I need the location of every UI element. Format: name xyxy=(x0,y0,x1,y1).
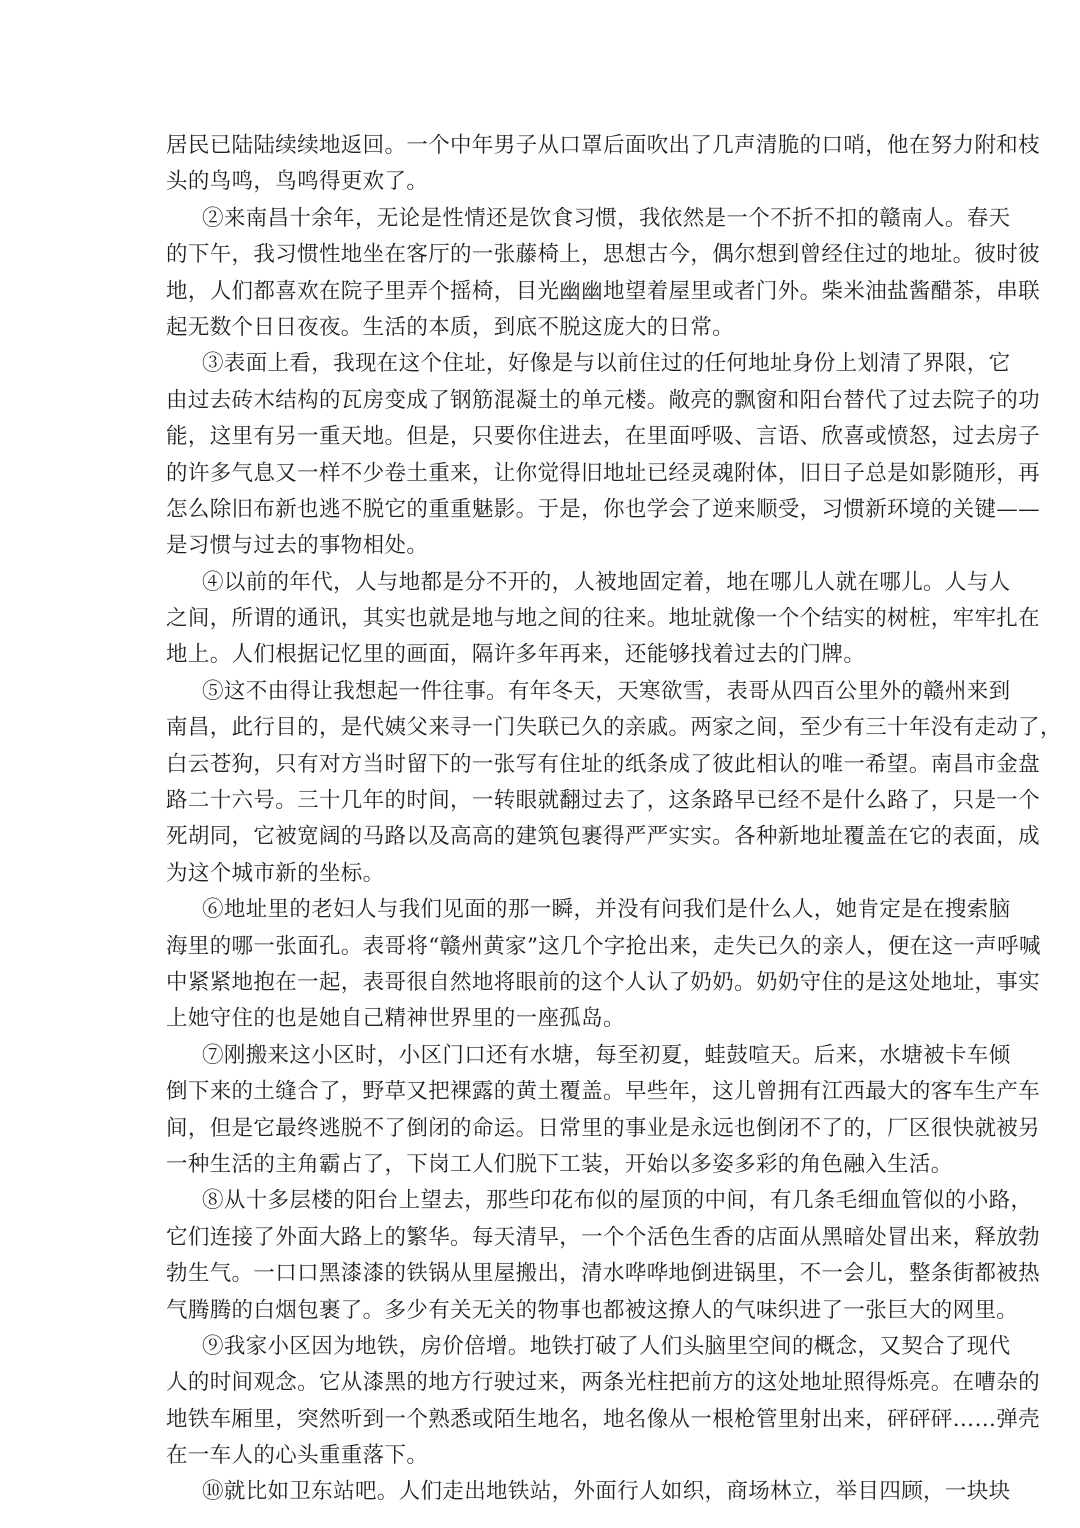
paragraph-line: 头的鸟鸣，鸟鸣得更欢了。 xyxy=(166,169,429,195)
paragraph-line: 为这个城市新的坐标。 xyxy=(166,860,385,886)
paragraph-line: 怎么除旧布新也逃不脱它的重重魅影。于是，你也学会了逆来顺受，习惯新环境的关键—— xyxy=(166,496,1041,522)
paragraph-line: 能，这里有另一重天地。但是，只要你住进去，在里面呼吸、言语、欣喜或愤怒，过去房子 xyxy=(166,424,1041,450)
paragraph-line: 它们连接了外面大路上的繁华。每天清早，一个个活色生香的店面从黑暗处冒出来，释放勃 xyxy=(166,1224,1041,1250)
paragraph-line: 一种生活的主角霸占了，下岗工人们脱下工装，开始以多姿多彩的角色融入生活。 xyxy=(166,1151,953,1177)
article-text xyxy=(166,128,1062,1511)
paragraph-line: 是习惯与过去的事物相处。 xyxy=(166,533,429,559)
paragraph-first-line: ⑧从十多层楼的阳台上望去，那些印花布似的屋顶的中间，有几条毛细血管似的小路， xyxy=(202,1188,1033,1214)
paragraph-line: 倒下来的土缝合了，野草又把裸露的黄土覆盖。早些年，这儿曾拥有江西最大的客车生产车 xyxy=(166,1079,1041,1105)
paragraph-line: 海里的哪一张面孔。表哥将“赣州黄家”这几个字抢出来，走失已久的亲人，便在这一声呼喊 xyxy=(166,933,1041,959)
paragraph-first-line: ⑨我家小区因为地铁，房价倍增。地铁打破了人们头脑里空间的概念，又契合了现代 xyxy=(202,1333,1011,1359)
paragraph-first-line: ③表面上看，我现在这个住址，好像是与以前住过的任何地址身份上划清了界限，它 xyxy=(202,351,1011,377)
paragraph-line: 死胡同，它被宽阔的马路以及高高的建筑包裹得严严实实。各种新地址覆盖在它的表面，成 xyxy=(166,824,1041,850)
paragraph-line: 的下午，我习惯性地坐在客厅的一张藤椅上，思想古今，偶尔想到曾经住过的地址。彼时彼 xyxy=(166,242,1041,268)
paragraph-first-line: ⑥地址里的老妇人与我们见面的那一瞬，并没有问我们是什么人，她肯定是在搜索脑 xyxy=(202,897,1011,923)
paragraph-line: 之间，所谓的通讯，其实也就是地与地之间的往来。地址就像一个个结实的树桩，牢牢扎在 xyxy=(166,606,1041,632)
paragraph-line: 由过去砖木结构的瓦房变成了钢筋混凝土的单元楼。敞亮的飘窗和阳台替代了过去院子的功 xyxy=(166,387,1041,413)
paragraph-first-line: ⑩就比如卫东站吧。人们走出地铁站，外面行人如织，商场林立，举目四顾，一块块 xyxy=(202,1479,1011,1505)
paragraph-line: 南昌，此行目的，是代姨父来寻一门失联已久的亲戚。两家之间，至少有三十年没有走动了， xyxy=(166,715,1062,741)
paragraph-line: 路二十六号。三十几年的时间，一转眼就翻过去了，这条路早已经不是什么路了，只是一个 xyxy=(166,788,1041,814)
paragraph-first-line: ⑤这不由得让我想起一件往事。有年冬天，天寒欲雪，表哥从四百公里外的赣州来到 xyxy=(202,678,1011,704)
paragraph-line: 勃生气。一口口黑漆漆的铁锅从里屋搬出，清水哗哗地倒进锅里，不一会儿，整条街都被热 xyxy=(166,1261,1041,1287)
paragraph-first-line: ⑦刚搬来这小区时，小区门口还有水塘，每至初夏，蛙鼓喧天。后来，水塘被卡车倾 xyxy=(202,1042,1011,1068)
paragraph-line: 地，人们都喜欢在院子里弄个摇椅，目光幽幽地望着屋里或者门外。柴米油盐酱醋茶，串联 xyxy=(166,278,1041,304)
paragraph-line: 在一车人的心头重重落下。 xyxy=(166,1443,429,1469)
paragraph-line: 人的时间观念。它从漆黑的地方行驶过来，两条光柱把前方的这处地址照得烁亮。在嘈杂的 xyxy=(166,1370,1041,1396)
paragraph-line: 地铁车厢里，突然听到一个熟悉或陌生地名，地名像从一根枪管里射出来，砰砰砰……弹壳 xyxy=(166,1406,1041,1432)
paragraph-line: 起无数个日日夜夜。生活的本质，到底不脱这庞大的日常。 xyxy=(166,314,735,340)
paragraph-line: 地上。人们根据记忆里的画面，隔许多年再来，还能够找着过去的门牌。 xyxy=(166,642,866,668)
paragraph-line: 中紧紧地抱在一起，表哥很自然地将眼前的这个人认了奶奶。奶奶守住的是这处地址，事实 xyxy=(166,969,1041,995)
paragraph-line: 居民已陆陆续续地返回。一个中年男子从口罩后面吹出了几声清脆的口哨，他在努力附和枝 xyxy=(166,133,1041,158)
paragraph-first-line: ④以前的年代，人与地都是分不开的，人被地固定着，地在哪儿人就在哪儿。人与人 xyxy=(202,569,1011,595)
paragraph-line: 的许多气息又一样不少卷土重来，让你觉得旧地址已经灵魂附体，旧日子总是如影随形，再 xyxy=(166,460,1041,486)
paragraph-line: 间，但是它最终逃脱不了倒闭的命运。日常里的事业是永远也倒闭不了的，厂区很快就被另 xyxy=(166,1115,1041,1141)
paragraph-line: 气腾腾的白烟包裹了。多少有关无关的物事也都被这撩人的气味织进了一张巨大的网里。 xyxy=(166,1297,1019,1323)
paragraph-line: 上她守住的也是她自己精神世界里的一座孤岛。 xyxy=(166,1006,625,1032)
paragraph-first-line: ②来南昌十余年，无论是性情还是饮食习惯，我依然是一个不折不扣的赣南人。春天 xyxy=(202,205,1011,231)
paragraph-line: 白云苍狗，只有对方当时留下的一张写有住址的纸条成了彼此相认的唯一希望。南昌市金盘 xyxy=(166,751,1041,777)
